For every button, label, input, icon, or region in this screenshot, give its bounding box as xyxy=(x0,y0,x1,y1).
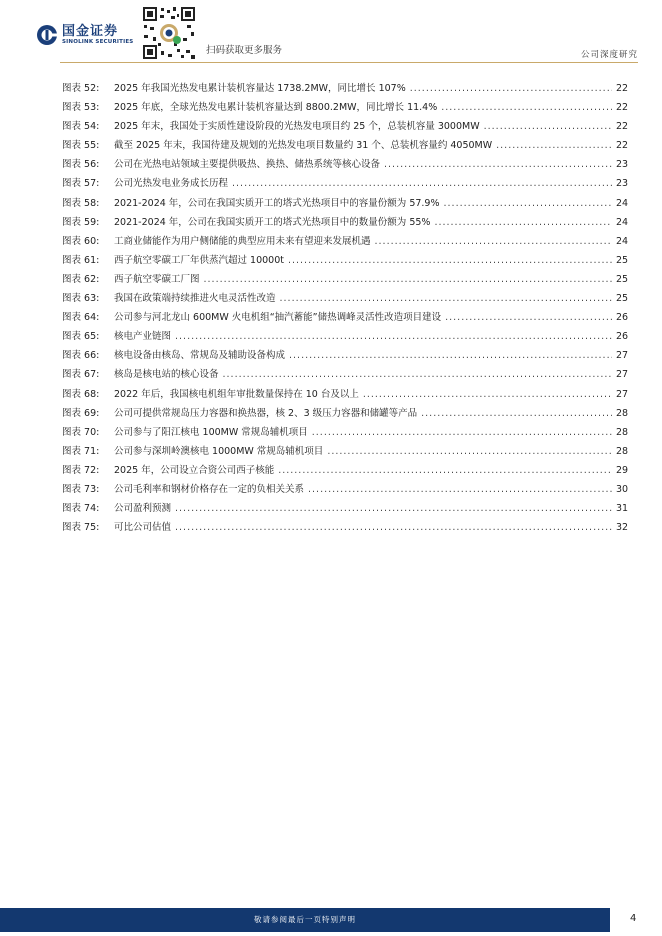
figure-label: 图表 63: xyxy=(62,293,100,305)
page-number: 25 xyxy=(616,293,629,305)
page-number: 22 xyxy=(616,121,629,133)
page-header xyxy=(0,0,662,66)
figure-label: 图表 57: xyxy=(62,178,100,190)
figure-label: 图表 54: xyxy=(62,121,100,133)
page-number: 25 xyxy=(616,254,629,266)
figure-label: 图表 70: xyxy=(62,426,100,438)
figure-label: 图表 65: xyxy=(62,331,100,343)
page-number: 26 xyxy=(616,312,629,324)
figure-label: 图表 73: xyxy=(62,483,100,495)
figure-label: 图表 69: xyxy=(62,407,100,419)
figure-title: 公司盈利预测 xyxy=(114,503,172,515)
toc-entry[interactable] xyxy=(62,118,628,137)
toc-entry[interactable] xyxy=(62,500,628,519)
dot-leader xyxy=(434,217,612,228)
toc-entry[interactable] xyxy=(62,156,628,175)
figure-title: 截至 2025 年末，我国待建及规划的光热发电项目数量约 31 个、总装机容量约 4050MW xyxy=(114,140,493,152)
page-number: 22 xyxy=(616,83,629,94)
logo-english-name: SINOLINK SECURITIES xyxy=(62,38,134,45)
figure-label: 图表 52: xyxy=(62,83,100,94)
toc-entry[interactable] xyxy=(62,405,628,424)
dot-leader xyxy=(384,159,612,170)
page-number: 32 xyxy=(616,522,629,534)
dot-leader xyxy=(444,198,612,209)
footer-page-number: 4 xyxy=(630,913,637,924)
figure-label: 图表 59: xyxy=(62,216,100,228)
page-number: 22 xyxy=(616,102,629,114)
page-number: 27 xyxy=(616,388,629,400)
dot-leader xyxy=(312,427,612,438)
page-number: 22 xyxy=(616,140,629,152)
figure-title: 2025 年，公司设立合资公司西子核能 xyxy=(114,464,275,476)
page-number: 24 xyxy=(616,197,629,209)
toc-entry[interactable] xyxy=(62,481,628,500)
dot-leader xyxy=(410,83,612,94)
figure-label: 图表 67: xyxy=(62,369,100,381)
figure-label: 图表 60: xyxy=(62,235,100,247)
figure-label: 图表 61: xyxy=(62,254,100,266)
dot-leader xyxy=(175,503,612,514)
toc-entry[interactable] xyxy=(62,99,628,118)
page-number: 25 xyxy=(616,273,629,285)
toc-entry[interactable] xyxy=(62,290,628,309)
figure-title: 公司在光热电站领域主要提供吸热、换热、储热系统等核心设备 xyxy=(114,159,381,171)
figure-label: 图表 58: xyxy=(62,197,100,209)
page-number: 29 xyxy=(616,464,629,476)
figure-label: 图表 64: xyxy=(62,312,100,324)
figure-title: 核岛是核电站的核心设备 xyxy=(114,369,219,381)
toc-entry[interactable] xyxy=(62,386,628,405)
toc-entry[interactable] xyxy=(62,462,628,481)
page-number: 26 xyxy=(616,331,629,343)
dot-leader xyxy=(327,446,612,457)
dot-leader xyxy=(375,236,612,247)
toc-entry[interactable] xyxy=(62,309,628,328)
figure-label: 图表 53: xyxy=(62,102,100,114)
figure-title: 核电产业链图 xyxy=(114,331,172,343)
dot-leader xyxy=(223,369,612,380)
dot-leader xyxy=(175,331,612,342)
dot-leader xyxy=(308,484,612,495)
figure-label: 图表 68: xyxy=(62,388,100,400)
page-number: 24 xyxy=(616,216,629,228)
figure-index-list xyxy=(62,80,628,538)
toc-entry[interactable] xyxy=(62,214,628,233)
figure-title: 公司参与深圳岭澳核电 1000MW 常规岛辅机项目 xyxy=(114,445,324,457)
figure-label: 图表 62: xyxy=(62,273,100,285)
page-number: 27 xyxy=(616,369,629,381)
figure-title: 2021-2024 年，公司在我国实质开工的塔式光热项目中的数量份额为 55% xyxy=(114,216,431,228)
figure-title: 核电设备由核岛、常规岛及辅助设备构成 xyxy=(114,350,286,362)
toc-entry[interactable] xyxy=(62,195,628,214)
figure-title: 2022 年后，我国核电机组年审批数量保持在 10 台及以上 xyxy=(114,388,359,400)
page-number: 30 xyxy=(616,483,629,495)
figure-title: 公司参与了阳江核电 100MW 常规岛辅机项目 xyxy=(114,426,308,438)
toc-entry[interactable] xyxy=(62,443,628,462)
dot-leader xyxy=(278,465,612,476)
page-number: 28 xyxy=(616,407,629,419)
toc-entry[interactable] xyxy=(62,137,628,156)
disclaimer-notice: 敬请参阅最后一页特别声明 xyxy=(254,915,356,924)
dot-leader xyxy=(441,102,612,113)
toc-entry[interactable] xyxy=(62,252,628,271)
qr-code-icon[interactable] xyxy=(141,5,197,61)
page-number: 23 xyxy=(616,178,629,190)
header-divider xyxy=(60,62,638,63)
logo-chinese-name: 国金证券 xyxy=(62,23,119,39)
figure-label: 图表 74: xyxy=(62,503,100,515)
figure-title: 2021-2024 年，公司在我国实质开工的塔式光热项目中的容量份额为 57.9% xyxy=(114,197,440,209)
page-number: 27 xyxy=(616,350,629,362)
dot-leader xyxy=(232,178,612,189)
figure-title: 公司可提供常规岛压力容器和换热器，核 2、3 级压力容器和储罐等产品 xyxy=(114,407,418,419)
page-number: 23 xyxy=(616,159,629,171)
toc-entry[interactable] xyxy=(62,271,628,290)
toc-entry[interactable] xyxy=(62,347,628,366)
toc-entry[interactable] xyxy=(62,366,628,385)
figure-title: 2025 年底，全球光热发电累计装机容量达到 8800.2MW，同比增长 11.4% xyxy=(114,102,438,114)
figure-title: 我国在政策端持续推进火电灵活性改造 xyxy=(114,293,276,305)
scan-qr-caption: 扫码获取更多服务 xyxy=(206,45,283,56)
page-number: 28 xyxy=(616,426,629,438)
dot-leader xyxy=(175,522,612,533)
page-number: 28 xyxy=(616,445,629,457)
figure-title: 公司光热发电业务成长历程 xyxy=(114,178,229,190)
figure-label: 图表 72: xyxy=(62,464,100,476)
figure-title: 可比公司估值 xyxy=(114,522,172,534)
figure-title: 2025 年末，我国处于实质性建设阶段的光热发电项目约 25 个，总装机容量 3000MW xyxy=(114,121,480,133)
figure-title: 2025 年我国光热发电累计装机容量达 1738.2MW，同比增长 107% xyxy=(114,83,406,94)
toc-entry[interactable] xyxy=(62,233,628,252)
dot-leader xyxy=(288,255,612,266)
toc-entry[interactable] xyxy=(62,519,628,538)
company-logo xyxy=(36,24,133,46)
figure-label: 图表 55: xyxy=(62,140,100,152)
page-number: 24 xyxy=(616,235,629,247)
toc-entry[interactable] xyxy=(62,424,628,443)
toc-entry[interactable] xyxy=(62,80,628,99)
dot-leader xyxy=(363,389,612,400)
sinolink-logo-icon xyxy=(36,24,58,46)
page-number: 31 xyxy=(616,503,629,515)
figure-label: 图表 56: xyxy=(62,159,100,171)
figure-title: 工商业储能作为用户侧储能的典型应用未来有望迎来发展机遇 xyxy=(114,235,371,247)
toc-entry[interactable] xyxy=(62,328,628,347)
toc-entry[interactable] xyxy=(62,175,628,194)
figure-title: 西子航空零碳工厂年供蒸汽超过 10000t xyxy=(114,254,284,266)
page-footer xyxy=(0,908,662,936)
figure-title: 西子航空零碳工厂图 xyxy=(114,273,200,285)
figure-label: 图表 71: xyxy=(62,445,100,457)
dot-leader xyxy=(280,293,612,304)
dot-leader xyxy=(421,408,612,419)
figure-title: 公司毛利率和钢材价格存在一定的负相关关系 xyxy=(114,483,305,495)
figure-title: 公司参与河北龙山 600MW 火电机组“抽汽蓄能”储热调峰灵活性改造项目建设 xyxy=(114,312,442,324)
report-type-label: 公司深度研究 xyxy=(580,50,638,60)
dot-leader xyxy=(204,274,612,285)
dot-leader xyxy=(445,312,612,323)
figure-label: 图表 75: xyxy=(62,522,100,534)
figure-label: 图表 66: xyxy=(62,350,100,362)
dot-leader xyxy=(484,121,612,132)
dot-leader xyxy=(496,140,612,151)
dot-leader xyxy=(289,350,612,361)
